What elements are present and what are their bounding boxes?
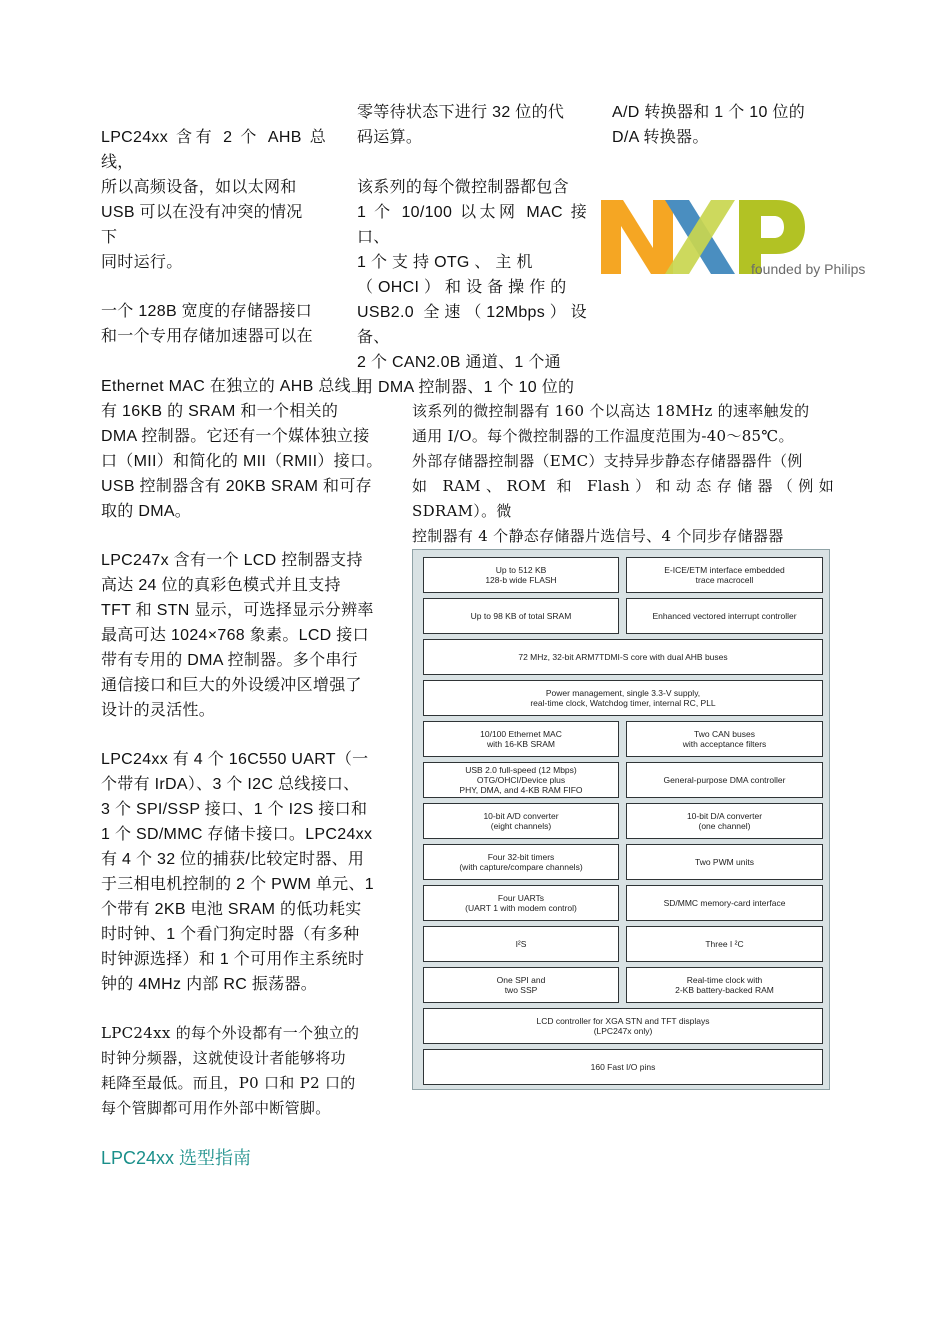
text-line: 同时运行。 — [101, 254, 183, 271]
logo-tagline: founded by Philips — [751, 261, 866, 277]
col2-para-2 — [357, 175, 587, 400]
text-line: 钟的 4MHz 内部 RC 振荡器。 — [101, 976, 318, 993]
text-line: 个带有 IrDA）、3 个 I2C 总线接口、 — [101, 776, 360, 793]
text-line: 最高可达 1024×768 象素。LCD 接口 — [101, 627, 369, 644]
block-label: Two CAN buses with acceptance filters — [682, 729, 767, 749]
block-label: Two PWM units — [694, 857, 755, 867]
block-label: 10/100 Ethernet MAC with 16-KB SRAM — [480, 729, 562, 749]
diagram-block-arm-core — [423, 639, 823, 675]
col1-para-2 — [101, 175, 326, 275]
col1-para-3 — [101, 299, 326, 349]
text-line: 时钟分频器，这就使设计者能够将功 — [101, 1049, 346, 1067]
diagram-block-power-management — [423, 680, 823, 716]
text-line: TFT 和 STN 显示，可选择显示分辨率 — [101, 602, 374, 619]
text-line: 带有专用的 DMA 控制器。多个串行 — [101, 652, 358, 669]
diagram-block-dma — [626, 762, 823, 798]
lpc24xx-block-diagram — [412, 549, 830, 1090]
diagram-block-sdmmc — [626, 885, 823, 921]
text-line: 零等待状态下进行 32 位的代 — [357, 104, 565, 121]
text-line: LPC24xx 含有 2 个 AHB 总线， — [101, 129, 326, 171]
nxp-logo-graphic — [601, 196, 881, 286]
diagram-block-usb — [423, 762, 619, 798]
text-line: 个带有 2KB 电池 SRAM 的低功耗实 — [101, 901, 362, 918]
text-line: 每个管脚都可用作外部中断管脚。 — [101, 1099, 331, 1117]
text-line: DMA 控制器。它还有一个媒体独立接 — [101, 428, 370, 445]
block-label: SD/MMC memory-card interface — [663, 898, 786, 908]
block-label: USB 2.0 full-speed (12 Mbps) OTG/OHCI/Device plus PHY, DMA, and 4-KB RAM FIFO — [459, 765, 583, 795]
text-line: D/A 转换器。 — [612, 129, 709, 146]
diagram-block-timers — [423, 844, 619, 880]
diagram-block-pwm — [626, 844, 823, 880]
block-label: 160 Fast I/O pins — [590, 1062, 656, 1072]
text-line: （ OHCI ） 和 设 备 操 作 的 — [357, 279, 567, 296]
diagram-block-spi-ssp — [423, 967, 619, 1003]
text-line: 有 16KB 的 SRAM 和一个相关的 — [101, 403, 339, 420]
text-line: 用 DMA 控制器、1 个 10 位的 — [357, 379, 575, 396]
col3-para-1 — [612, 100, 834, 150]
block-label: Up to 98 KB of total SRAM — [470, 611, 572, 621]
text-line: 高达 24 位的真彩色模式并且支持 — [101, 577, 341, 594]
text-line: USB 控制器含有 20KB SRAM 和可存 — [101, 478, 372, 495]
text-line: 取的 DMA。 — [101, 503, 192, 520]
text-line: 1 个 支 持 OTG 、 主 机 — [357, 254, 533, 271]
diagram-block-ethernet — [423, 721, 619, 757]
text-line: 于三相电机控制的 2 个 PWM 单元、1 — [101, 876, 374, 893]
text-line: 3 个 SPI/SSP 接口、1 个 I2S 接口和 — [101, 801, 368, 818]
text-line: 控制器有 4 个静态存储器片选信号、4 个同步存储器器 — [412, 527, 784, 545]
text-line: 设计的灵活性。 — [101, 702, 216, 719]
block-label: 10-bit D/A converter (one channel) — [686, 811, 763, 831]
diagram-block-vic — [626, 598, 823, 634]
left-para-4 — [101, 1021, 388, 1121]
text-line: LPC24xx 的每个外设都有一个独立的 — [101, 1024, 360, 1042]
block-label: Enhanced vectored interrupt controller — [652, 611, 797, 621]
block-label: One SPI and two SSP — [496, 975, 546, 995]
block-label: 10-bit A/D converter (eight channels) — [483, 811, 559, 831]
left-para-2 — [101, 548, 388, 723]
nxp-logo — [601, 196, 881, 286]
left-para-3 — [101, 747, 388, 997]
text-line: 该系列的每个微控制器都包含 — [357, 179, 569, 196]
text-line: 时钟源选择）和 1 个可用作主系统时 — [101, 951, 365, 968]
diagram-block-flash — [423, 557, 619, 593]
block-label: I²S — [515, 939, 527, 949]
text-line: 1 个 10/100 以太网 MAC 接口、 — [357, 204, 587, 246]
diagram-block-rtc — [626, 967, 823, 1003]
diagram-block-i2s — [423, 926, 619, 962]
section-heading: LPC24xx 选型指南 — [101, 1148, 252, 1168]
text-line: 耗降至最低。而且，P0 口和 P2 口的 — [101, 1074, 356, 1092]
block-label: Four 32-bit timers (with capture/compare channels) — [459, 852, 583, 872]
text-line: 时时钟、1 个看门狗定时器（有多种 — [101, 926, 360, 943]
text-line: 下 — [101, 229, 118, 246]
diagram-block-ice-etm — [626, 557, 823, 593]
text-line: Ethernet MAC 在独立的 AHB 总线上 — [101, 378, 368, 395]
diagram-block-can — [626, 721, 823, 757]
block-label: LCD controller for XGA STN and TFT displays (LPC247x only) — [536, 1016, 710, 1036]
text-line: 通信接口和巨大的外设缓冲区增强了 — [101, 677, 362, 694]
diagram-block-adc — [423, 803, 619, 839]
diagram-block-lcd — [423, 1008, 823, 1044]
text-line: 口（MII）和简化的 MII（RMII）接口。 — [101, 453, 383, 470]
block-label: Four UARTs (UART 1 with modem control) — [465, 893, 577, 913]
col2-para-1 — [357, 100, 587, 150]
block-label: Power management, single 3.3-V supply, real-time clock, Watchdog timer, internal RC, PLL — [530, 688, 716, 708]
text-line: USB 可以在没有冲突的情况 — [101, 204, 303, 221]
text-line: 和一个专用存储加速器可以在 — [101, 328, 313, 345]
diagram-block-i2c — [626, 926, 823, 962]
block-label: Up to 512 KB 128-b wide FLASH — [485, 565, 557, 585]
right-para-1 — [412, 399, 834, 574]
text-line: 通用 I/O。每个微控制器的工作温度范围为-40～85℃。 — [412, 427, 794, 445]
logo-n-letter — [601, 200, 673, 274]
text-line: 2 个 CAN2.0B 通道、1 个通 — [357, 354, 561, 371]
text-line: LPC247x 含有一个 LCD 控制器支持 — [101, 552, 363, 569]
left-para-1 — [101, 374, 388, 524]
block-label: Real-time clock with 2-KB battery-backed RAM — [675, 975, 774, 995]
diagram-block-dac — [626, 803, 823, 839]
text-line: 1 个 SD/MMC 存储卡接口。LPC24xx — [101, 826, 373, 843]
text-line: 外部存储器控制器（EMC）支持异步静态存储器器件（例 — [412, 452, 803, 470]
text-line: 所以高频设备，如以太网和 — [101, 179, 297, 196]
text-line: 码运算。 — [357, 129, 423, 146]
text-line: 有 4 个 32 位的捕获/比较定时器、用 — [101, 851, 365, 868]
text-line: 该系列的微控制器有 160 个以高达 18MHz 的速率触发的 — [412, 402, 810, 420]
text-line: A/D 转换器和 1 个 10 位的 — [612, 104, 805, 121]
diagram-block-uarts — [423, 885, 619, 921]
text-line: USB2.0 全速（12Mbps）设备、 — [357, 304, 587, 346]
block-label: 72 MHz, 32-bit ARM7TDMI-S core with dual AHB buses — [518, 652, 728, 662]
diagram-block-io-pins — [423, 1049, 823, 1085]
text-line: 一个 128B 宽度的存储器接口 — [101, 303, 313, 320]
block-label: Three I ²C — [705, 939, 744, 949]
block-label: General-purpose DMA controller — [663, 775, 786, 785]
text-line: 如 RAM、ROM 和 Flash）和动态存储器（例如 SDRAM）。微 — [412, 477, 834, 520]
text-line: LPC24xx 有 4 个 16C550 UART（一 — [101, 751, 369, 768]
col1-para-1 — [101, 125, 326, 175]
block-label: E-ICE/ETM interface embedded trace macrocell — [664, 565, 785, 585]
diagram-block-sram — [423, 598, 619, 634]
